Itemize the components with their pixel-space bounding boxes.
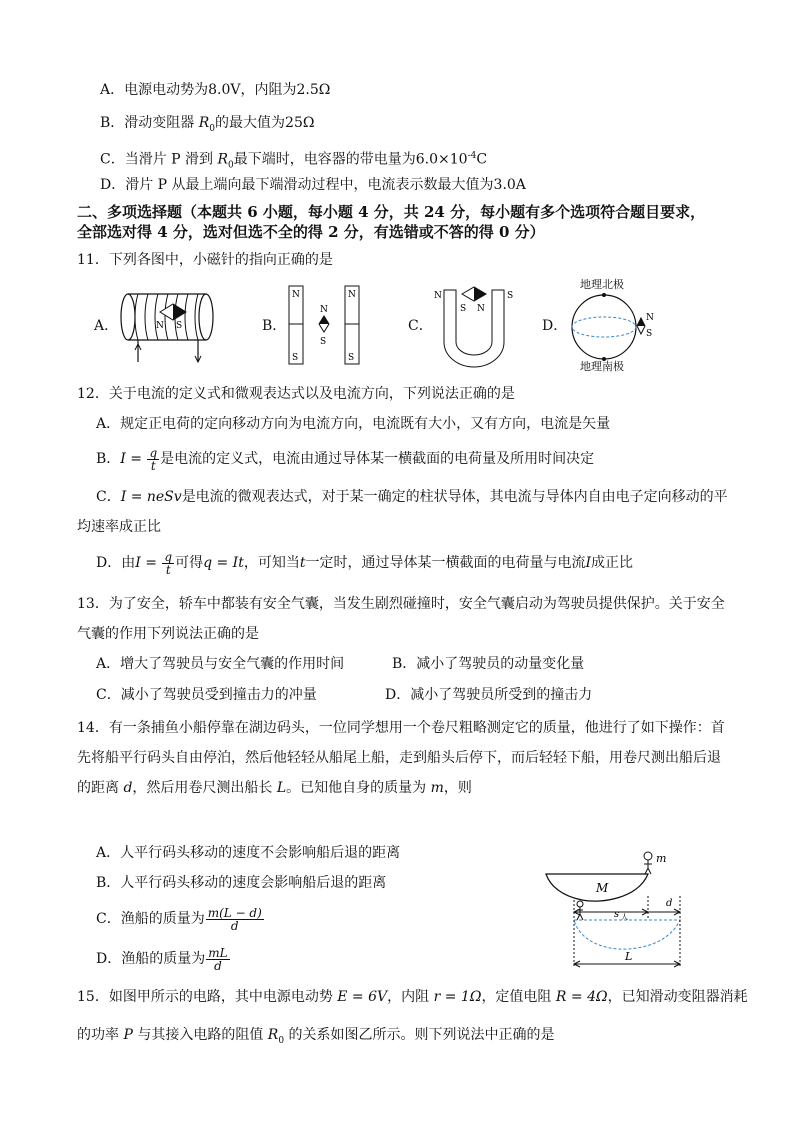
- svg-text:S: S: [292, 353, 299, 363]
- numerator: mL: [208, 945, 228, 960]
- var: d: [123, 780, 133, 796]
- formula: R = 4Ω: [555, 989, 608, 1005]
- numerator: q: [164, 549, 173, 564]
- prev-option-d: D．滑片 P 从最上端向最下端滑动过程中，电流表示数最大值为3.0A: [100, 177, 526, 193]
- option-text: 一定时，通过导体某一横截面的电荷量与电流: [305, 555, 586, 571]
- option-text: C: [476, 151, 488, 168]
- option-text: D．渔船的质量为: [96, 951, 206, 967]
- q12-option-b: [96, 444, 594, 474]
- option-text: 是电流的微观表达式，对于某一确定的柱状导体，其电流与导体内自由电子定向移动的平: [181, 489, 728, 505]
- fraction: [162, 551, 174, 576]
- fraction: [206, 907, 264, 932]
- q15-stem-1: [77, 987, 748, 1007]
- needle-n-label: N: [156, 321, 164, 331]
- subscript: 0: [209, 123, 216, 134]
- person-mass-label: m: [656, 852, 667, 865]
- exponent: -4: [467, 151, 477, 161]
- svg-text:S: S: [460, 304, 467, 314]
- var: R: [267, 1027, 279, 1043]
- var: m: [430, 780, 444, 796]
- denominator: d: [214, 958, 222, 973]
- q14-stem-2: 先将船平行码头自由停泊，然后他轻轻从船尾上船，走到船头后停下，而后轻轻下船，用卷尺测出船后退: [77, 750, 721, 766]
- svg-text:N: N: [434, 291, 442, 301]
- option-letter: C．: [96, 489, 121, 505]
- q14-option-c: [96, 904, 265, 934]
- q12-stem: 12．关于电流的定义式和微观表达式以及电流方向，下列说法正确的是: [77, 386, 515, 402]
- subscript: 0: [228, 160, 234, 171]
- section-header-line2: 全部选对得 4 分，选对但选不全的得 2 分，有选错或不答的得 0 分）: [77, 223, 545, 241]
- q12-option-c-cont: 均速率成正比: [77, 519, 161, 535]
- q11-label-a: A．: [94, 318, 119, 334]
- svg-text:N: N: [348, 290, 356, 300]
- boat-length-label: L: [625, 950, 633, 963]
- option-text: 的最大值为25Ω: [215, 115, 315, 131]
- svg-text:S: S: [320, 337, 327, 347]
- stem-text: 的关系如图乙所示。则下列说法中正确的是: [284, 1027, 555, 1043]
- svg-text:S: S: [507, 291, 514, 301]
- denominator: t: [165, 562, 171, 577]
- bar-magnets-figure: [286, 284, 362, 366]
- person-displacement-sub: 人: [621, 913, 628, 921]
- stem-text: ，则: [443, 780, 472, 796]
- option-text: 是电流的定义式，电流由通过导体某一横截面的电荷量及所用时间决定: [160, 451, 595, 467]
- var: I: [585, 555, 592, 571]
- stem-text: 与其接入电路的阻值: [132, 1027, 268, 1043]
- var: L: [276, 780, 287, 796]
- var: R: [198, 115, 210, 131]
- formula: I = neSv: [120, 489, 182, 505]
- q12-option-a: A．规定正电荷的定向移动方向为电流方向，电流既有大小，又有方向，电流是矢量: [96, 416, 611, 432]
- var: t: [299, 555, 306, 571]
- section-header-line1: 二、多项选择题（本题共 6 小题，每小题 4 分，共 24 分，每小题有多个选项符合题目要求，: [77, 203, 706, 221]
- q13-option-d: D．减小了驾驶员所受到的撞击力: [385, 687, 593, 703]
- q11-label-d: D．: [542, 318, 568, 334]
- stem-text: 。已知他自身的质量为: [286, 780, 431, 796]
- stem-text: ，内阻: [387, 989, 434, 1005]
- q11-stem: 11．下列各图中，小磁针的指向正确的是: [77, 252, 333, 268]
- boat-displacement-label: d: [666, 898, 673, 909]
- solenoid-figure: [118, 282, 223, 364]
- q13-option-c: C．减小了驾驶员受到撞击力的冲量: [96, 687, 317, 703]
- option-text: 成正比: [591, 555, 634, 571]
- boat-figure: [540, 846, 700, 974]
- q12-option-c: [96, 487, 728, 507]
- var: I: [120, 451, 126, 467]
- option-text: 可得: [175, 555, 204, 571]
- option-letter: D．由: [96, 555, 136, 571]
- svg-text:N: N: [320, 305, 328, 315]
- stem-text: ，然后用卷尺测出船长: [132, 780, 277, 796]
- var: P: [123, 1027, 133, 1043]
- option-letter: B．: [96, 451, 121, 467]
- var: I: [135, 555, 141, 571]
- equals: =: [125, 451, 147, 467]
- q14-stem-1: 14．有一条捕鱼小船停靠在湖边码头，一位同学想用一个卷尺粗略测定它的质量，他进行了如下操作：首: [77, 720, 725, 736]
- formula: r = 1Ω: [433, 989, 482, 1005]
- svg-text:N: N: [292, 290, 300, 300]
- svg-text:N: N: [646, 313, 654, 323]
- option-text: C．渔船的质量为: [96, 911, 205, 927]
- equals: =: [140, 555, 162, 571]
- geo-north-label: 地理北极: [580, 278, 624, 291]
- stem-text: ，定值电阻: [481, 989, 556, 1005]
- q14-option-b: B．人平行码头移动的速度会影响船后退的距离: [96, 875, 387, 891]
- option-text: B．滑动变阻器: [100, 115, 199, 131]
- q13-option-b: B．减小了驾驶员的动量变化量: [392, 656, 585, 672]
- q14-option-a: A．人平行码头移动的速度不会影响船后退的距离: [96, 845, 401, 861]
- fraction: [206, 947, 229, 972]
- q15-stem-2: [77, 1025, 555, 1051]
- svg-text:S: S: [646, 329, 653, 339]
- svg-text:N: N: [477, 304, 485, 314]
- stem-text: 的功率: [77, 1027, 124, 1043]
- needle-s-label: S: [176, 321, 183, 331]
- option-text: ，可知当: [243, 555, 300, 571]
- q11-label-c: C．: [408, 318, 433, 334]
- q13-option-a: A．增大了驾驶员与安全气囊的作用时间: [96, 656, 345, 672]
- fraction: [147, 447, 159, 472]
- earth-figure: [566, 292, 666, 362]
- boat-mass-label: M: [596, 881, 609, 895]
- var: R: [217, 151, 229, 168]
- svg-text:S: S: [348, 353, 355, 363]
- numerator: m(L − d): [207, 905, 262, 920]
- geo-south-label: 地理南极: [580, 360, 624, 373]
- formula: q = It: [203, 555, 244, 571]
- subscript: 0: [278, 1035, 285, 1046]
- stem-text: ，已知滑动变阻器消耗: [607, 989, 748, 1005]
- q14-stem-3: [77, 778, 472, 798]
- option-text: C．当滑片 P 滑到: [100, 151, 218, 168]
- prev-option-b: [100, 113, 314, 139]
- q14-option-d: [96, 944, 231, 974]
- stem-text: 15．如图甲所示的电路，其中电源电动势: [77, 989, 338, 1005]
- prev-option-c: [100, 146, 487, 175]
- person-displacement-label: s: [614, 909, 620, 920]
- denominator: t: [150, 458, 156, 473]
- q12-option-d: [96, 548, 633, 578]
- q13-stem-2: 气囊的作用下列说法正确的是: [77, 626, 259, 642]
- u-magnet-figure: [434, 282, 514, 370]
- option-text: 最下端时，电容器的带电量为6.0×10: [233, 151, 468, 168]
- q11-label-b: B．: [262, 318, 287, 334]
- formula: E = 6V: [337, 989, 388, 1005]
- prev-option-a: A．电源电动势为8.0V，内阻为2.5Ω: [100, 82, 331, 98]
- numerator: q: [149, 445, 158, 460]
- denominator: d: [230, 918, 239, 933]
- stem-text: 的距离: [77, 780, 124, 796]
- q13-stem-1: 13．为了安全，轿车中都装有安全气囊，当发生剧烈碰撞时，安全气囊启动为驾驶员提供保护。关于安全: [77, 596, 725, 612]
